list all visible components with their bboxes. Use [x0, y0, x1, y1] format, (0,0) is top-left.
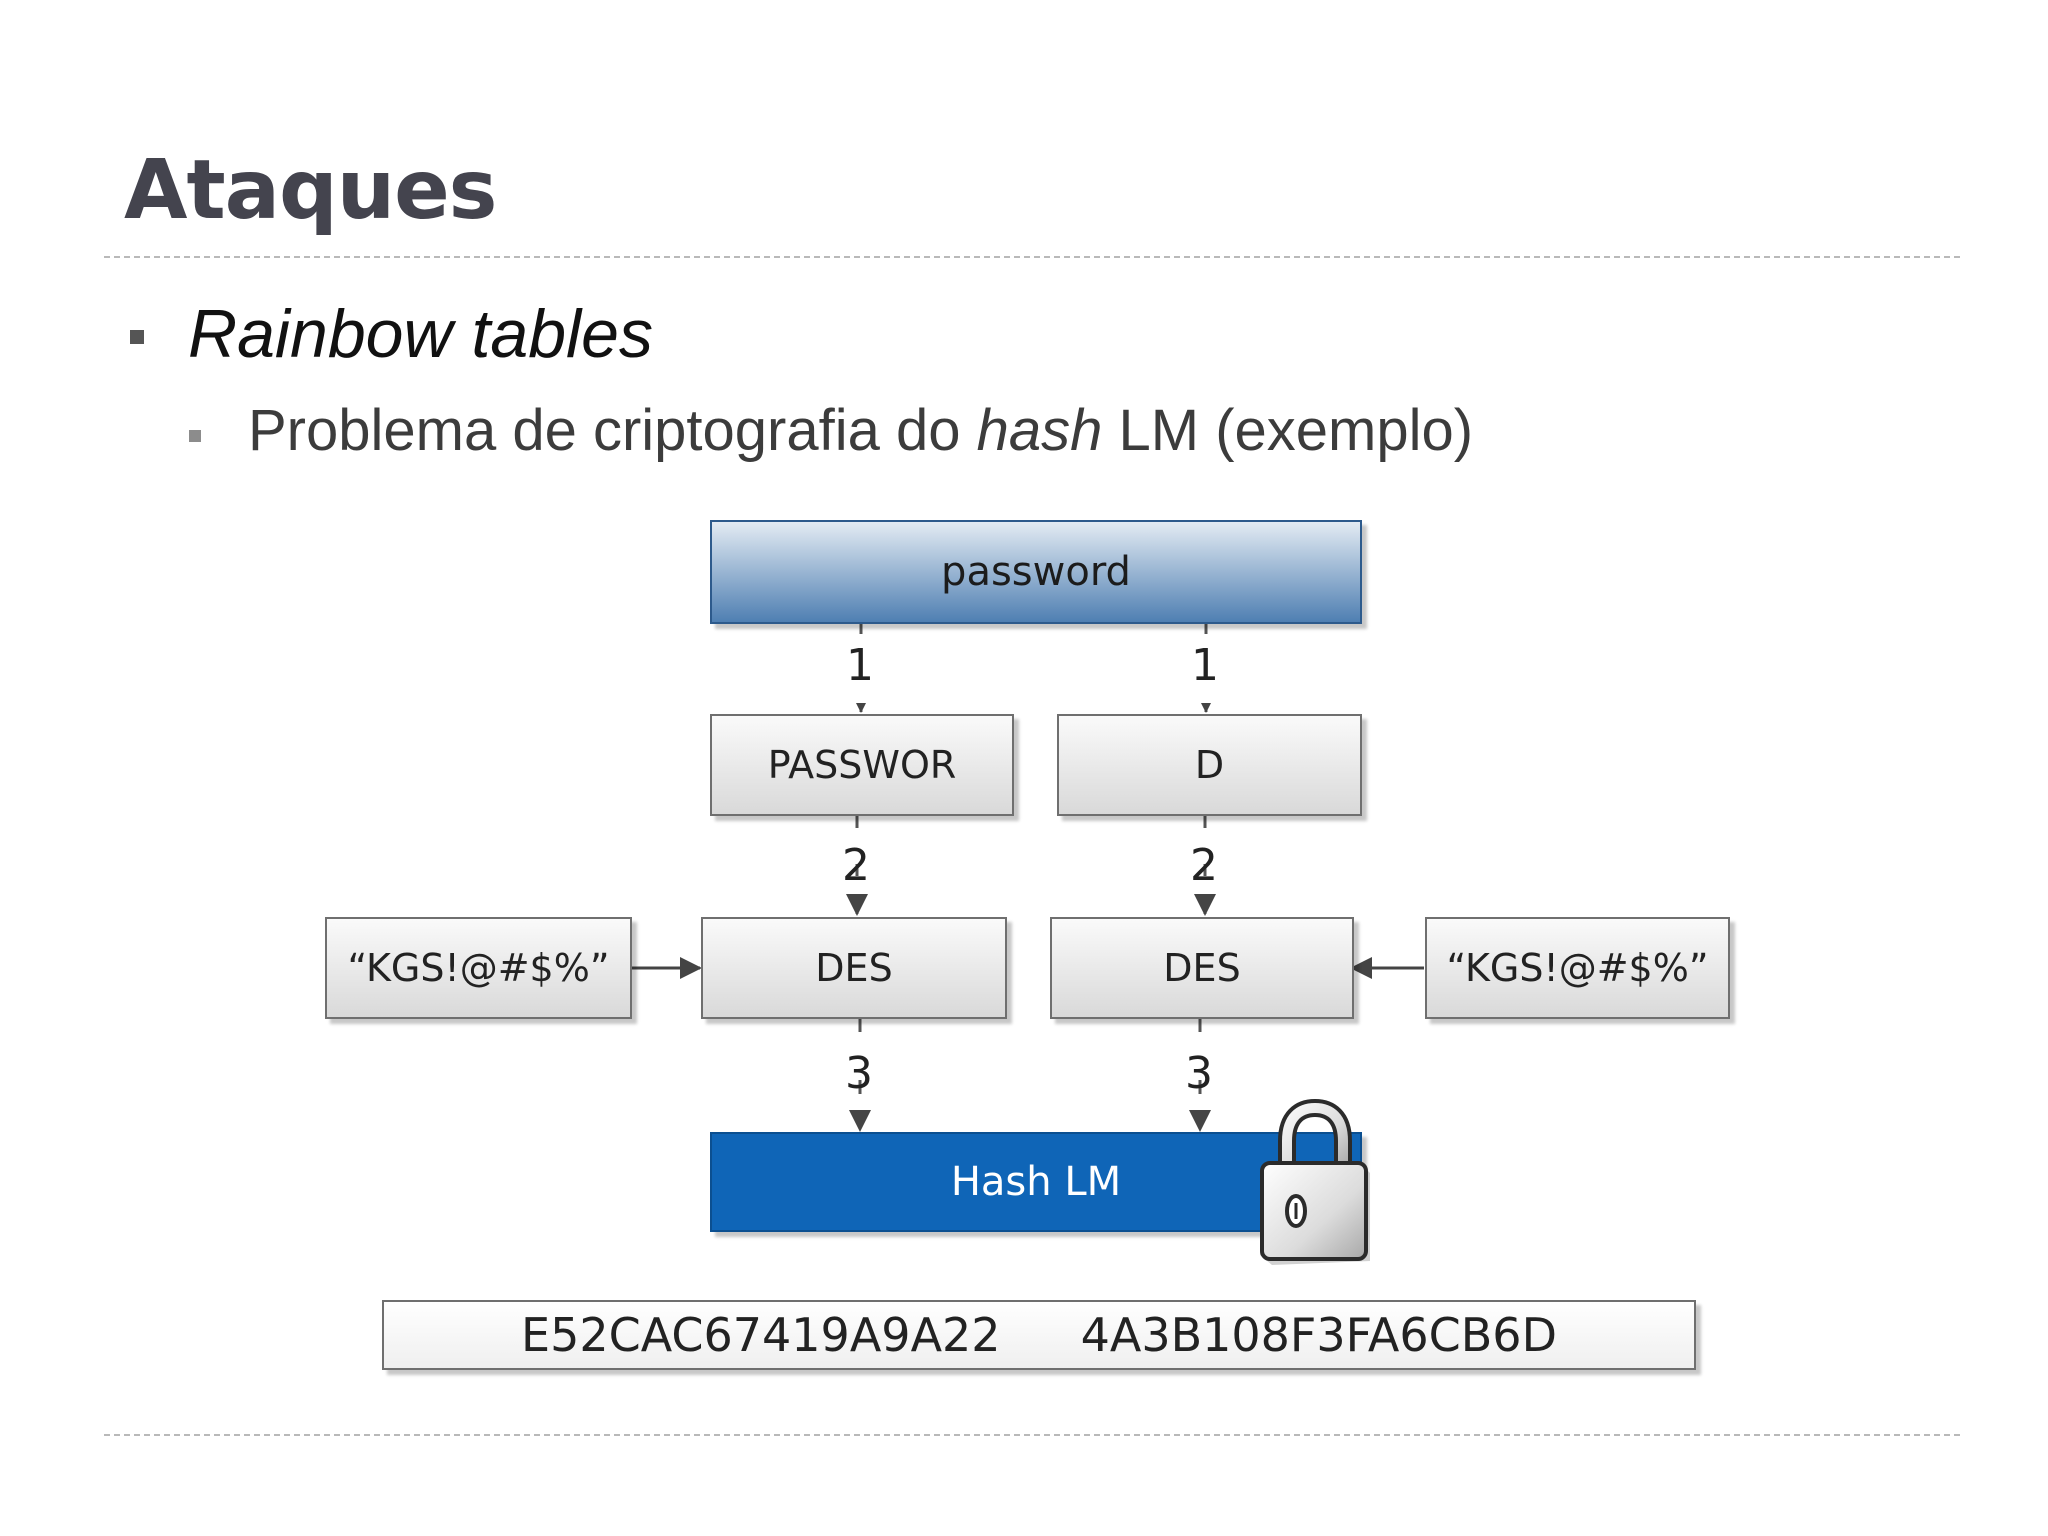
step-label-1-right: 1 — [1191, 640, 1219, 691]
sub-bullet-prefix: Problema de criptografia do — [248, 398, 977, 463]
password-box: password — [710, 520, 1362, 624]
bullet-rainbow-tables: Rainbow tables — [188, 296, 653, 372]
hash-lm-box: Hash LM — [710, 1132, 1362, 1232]
bottom-divider — [104, 1434, 1960, 1436]
step-label-2-right: 2 — [1190, 840, 1218, 891]
part-left-box: PASSWOR — [710, 714, 1014, 816]
result-right-half: 4A3B108F3FA6CB6D — [1080, 1308, 1557, 1362]
sub-bullet-suffix: LM (exemplo) — [1102, 398, 1474, 463]
key-left-box: “KGS!@#$%” — [325, 917, 632, 1019]
step-label-3-left: 3 — [845, 1048, 873, 1099]
des-left-box: DES — [701, 917, 1007, 1019]
part-right-box: D — [1057, 714, 1362, 816]
step-label-3-right: 3 — [1185, 1048, 1213, 1099]
key-right-box: “KGS!@#$%” — [1425, 917, 1730, 1019]
result-left-half: E52CAC67419A9A22 — [521, 1308, 1001, 1362]
step-label-1-left: 1 — [846, 640, 874, 691]
padlock-icon — [1252, 1095, 1378, 1275]
sub-bullet-emphasis: hash — [976, 398, 1103, 463]
lm-hash-result — [382, 1300, 1696, 1370]
slide-title: Ataques — [124, 143, 497, 238]
step-label-2-left: 2 — [842, 840, 870, 891]
des-right-box: DES — [1050, 917, 1354, 1019]
